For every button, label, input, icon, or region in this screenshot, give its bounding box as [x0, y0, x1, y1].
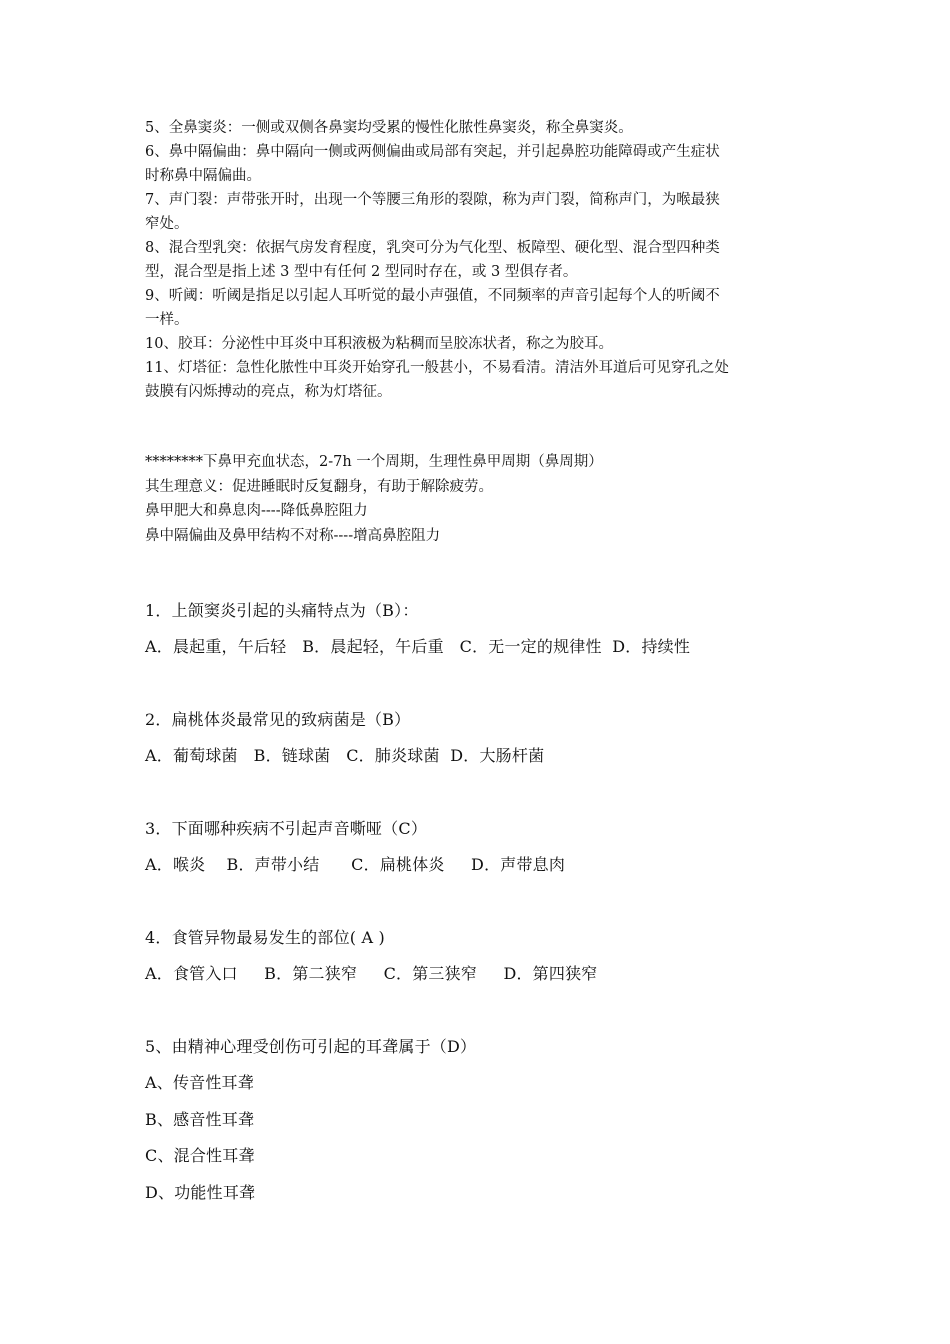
question-stem: 4．食管异物最易发生的部位( A ) — [145, 928, 385, 947]
definition-line: 8、混合型乳突：依据气房发育程度，乳突可分为气化型、板障型、硬化型、混合型四种类 — [145, 240, 720, 256]
definition-line: 窄处。 — [145, 216, 189, 232]
question-option: B、感音性耳聋 — [145, 1109, 255, 1129]
question-3 — [145, 811, 815, 883]
question-1 — [145, 593, 815, 665]
definition-line: 10、胶耳：分泌性中耳炎中耳积液极为粘稠而呈胶冻状者，称之为胶耳。 — [145, 336, 613, 352]
definition-line: 7、声门裂：声带张开时，出现一个等腰三角形的裂隙，称为声门裂，简称声门，为喉最狭 — [145, 192, 720, 208]
definition-line: 时称鼻中隔偏曲。 — [145, 168, 261, 184]
definitions-block — [145, 116, 815, 404]
notes-block — [145, 450, 815, 548]
question-options: A．晨起重，午后轻 B．晨起轻，午后重 C．无一定的规律性 D．持续性 — [145, 637, 691, 656]
question-stem: 3．下面哪种疾病不引起声音嘶哑（C） — [145, 819, 428, 838]
question-options: A．葡萄球菌 B．链球菌 C．肺炎球菌 D．大肠杆菌 — [145, 746, 545, 765]
question-option: A、传音性耳聋 — [145, 1073, 254, 1092]
definition-line: 型，混合型是指上述 3 型中有任何 2 型同时存在，或 3 型俱存者。 — [145, 264, 578, 280]
definition-line: 6、鼻中隔偏曲：鼻中隔向一侧或两侧偏曲或局部有突起，并引起鼻腔功能障碍或产生症状 — [145, 144, 720, 160]
definition-line: 11、灯塔征：急性化脓性中耳炎开始穿孔一般甚小，不易看清。清洁外耳道后可见穿孔之处 — [145, 360, 729, 376]
definition-line: 5、全鼻窦炎：一侧或双侧各鼻窦均受累的慢性化脓性鼻窦炎，称全鼻窦炎。 — [145, 120, 633, 136]
question-options: A．喉炎 B．声带小结 C．扁桃体炎 D．声带息肉 — [145, 855, 566, 874]
question-5 — [145, 1029, 815, 1211]
question-4 — [145, 920, 815, 992]
question-option: D、功能性耳聋 — [145, 1182, 256, 1202]
note-line: 鼻中隔偏曲及鼻甲结构不对称----增高鼻腔阻力 — [145, 527, 441, 544]
note-line: 鼻甲肥大和鼻息肉----降低鼻腔阻力 — [145, 503, 368, 519]
question-stem: 5、由精神心理受创伤可引起的耳聋属于（D） — [145, 1037, 477, 1056]
note-line: 其生理意义：促进睡眠时反复翻身，有助于解除疲劳。 — [145, 478, 493, 495]
question-stem: 2．扁桃体炎最常见的致病菌是（B） — [145, 710, 411, 729]
note-line: ********下鼻甲充血状态，2-7h 一个周期，生理性鼻甲周期（鼻周期） — [145, 454, 603, 470]
quiz-block — [145, 593, 815, 1211]
question-2 — [145, 702, 815, 774]
definition-line: 9、听阈：听阈是指足以引起人耳听觉的最小声强值，不同频率的声音引起每个人的听阈不 — [145, 288, 720, 304]
question-option: C、混合性耳聋 — [145, 1146, 255, 1165]
definition-line: 鼓膜有闪烁搏动的亮点，称为灯塔征。 — [145, 384, 392, 400]
question-options: A．食管入口 B．第二狭窄 C．第三狭窄 D．第四狭窄 — [145, 964, 598, 983]
definition-line: 一样。 — [145, 312, 189, 328]
document-page — [145, 116, 815, 1248]
question-stem: 1．上颌窦炎引起的头痛特点为（B）： — [145, 601, 419, 620]
